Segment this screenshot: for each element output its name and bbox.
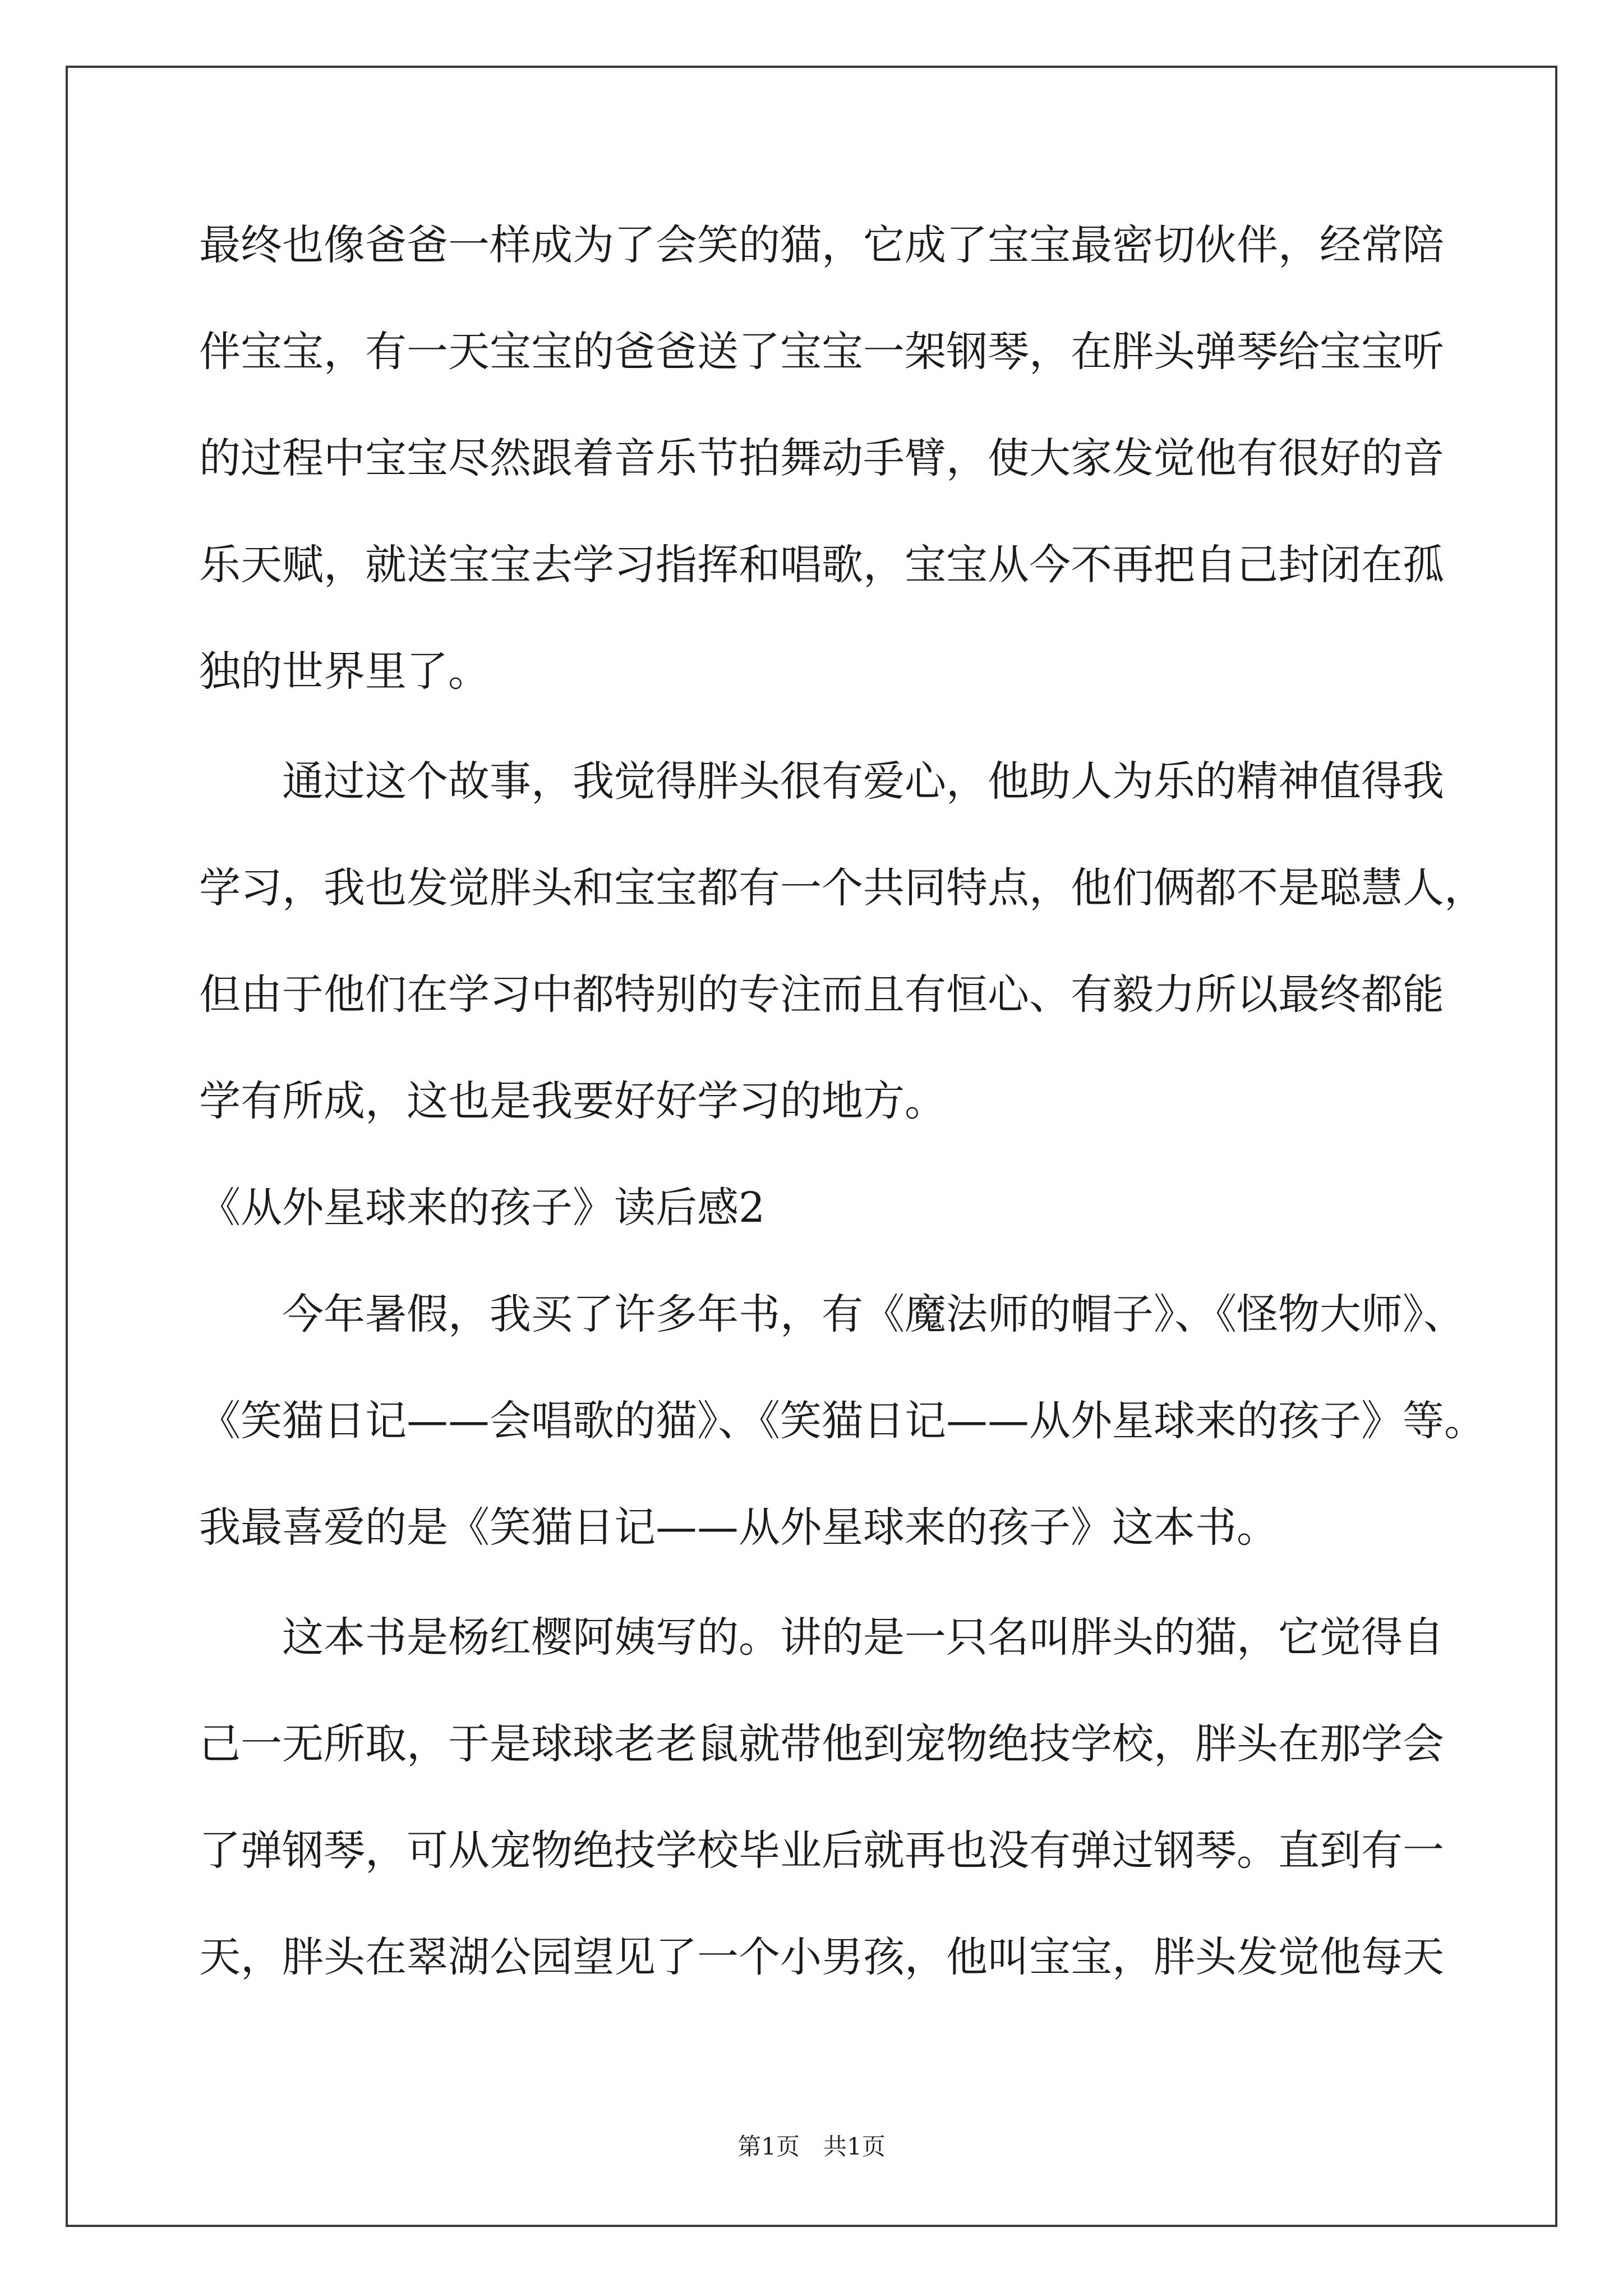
body-text-line: 但由于他们在学习中都特别的专注而且有恒心、有毅力所以最终都能 bbox=[199, 970, 1444, 1019]
body-text-line: 最终也像爸爸一样成为了会笑的猫，它成了宝宝最密切伙伴，经常陪 bbox=[199, 221, 1444, 269]
body-text-line: 了弹钢琴，可从宠物绝技学校毕业后就再也没有弹过钢琴。直到有一 bbox=[199, 1826, 1444, 1875]
body-text-line: 这本书是杨红樱阿姨写的。讲的是一只名叫胖头的猫，它觉得自 bbox=[199, 1613, 1444, 1662]
body-text-line: 己一无所取，于是球球老老鼠就带他到宠物绝技学校，胖头在那学会 bbox=[199, 1720, 1444, 1768]
body-text-line: 今年暑假，我买了许多年书，有《魔法师的帽子》、《怪物大师》、 bbox=[199, 1290, 1465, 1338]
body-text-line: 独的世界里了。 bbox=[199, 647, 490, 696]
body-text-line: 通过这个故事，我觉得胖头很有爱心，他助人为乐的精神值得我 bbox=[199, 757, 1444, 806]
body-text-line: 乐天赋，就送宝宝去学习指挥和唱歌，宝宝从今不再把自己封闭在孤 bbox=[199, 541, 1444, 589]
page-footer: 第1页 共1页 bbox=[737, 2133, 886, 2160]
body-text-line: 伴宝宝，有一天宝宝的爸爸送了宝宝一架钢琴，在胖头弹琴给宝宝听 bbox=[199, 328, 1444, 376]
body-text-line: 《笑猫日记——会唱歌的猫》、《笑猫日记——从外星球来的孩子》等。 bbox=[199, 1397, 1486, 1445]
body-text-line: 学有所成，这也是我要好好学习的地方。 bbox=[199, 1077, 946, 1125]
section-heading: 《从外星球来的孩子》读后感2 bbox=[199, 1184, 766, 1232]
body-text-line: 学习，我也发觉胖头和宝宝都有一个共同特点，他们俩都不是聪慧人， bbox=[199, 864, 1486, 912]
body-text-line: 我最喜爱的是《笑猫日记——从外星球来的孩子》这本书。 bbox=[199, 1503, 1278, 1552]
body-text-line: 天，胖头在翠湖公园望见了一个小男孩，他叫宝宝，胖头发觉他每天 bbox=[199, 1933, 1444, 1981]
page-border bbox=[66, 66, 1557, 2227]
body-text-line: 的过程中宝宝尽然跟着音乐节拍舞动手臂，使大家发觉他有很好的音 bbox=[199, 434, 1444, 482]
